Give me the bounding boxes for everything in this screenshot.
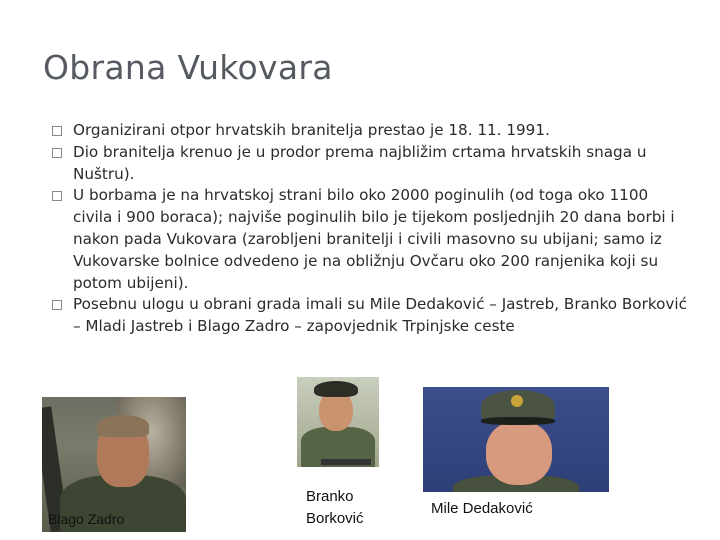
photo-stamp — [321, 459, 371, 465]
bullet-item — [52, 294, 692, 338]
photo-mile-dedakovic — [423, 387, 609, 492]
caption-blago-zadro: Blago Zadro — [48, 511, 125, 527]
bullet-text: U borbama je na hrvatskoj strani bilo oko 2000 poginulih (od toga oko 1100 civila i 900 boraca); najviše poginulih bilo je tijekom posljednjih 20 dana borbi i nakon pada Vukovara (zarobljeni branitelji i civili masovno su ubijani; samo iz Vukovarske bolnice odvedeno je na obližnju Ovčaru oko 200 ranjenika koji su potom ubijeni). — [73, 186, 675, 292]
slide-title: Obrana Vukovara — [43, 48, 333, 87]
bullet-text: Posebnu ulogu u obrani grada imali su Mile Dedaković – Jastreb, Branko Borković – Mladi Jastreb i Blago Zadro – zapovjednik Trpinjske ceste — [73, 295, 687, 336]
hair-shape — [97, 415, 149, 437]
cap-badge-icon — [511, 395, 523, 407]
photo-branko-borkovic — [297, 377, 379, 467]
beret-shape — [314, 381, 358, 397]
bullet-item — [52, 185, 692, 294]
bullet-text: Organizirani otpor hrvatskih branitelja prestao je 18. 11. 1991. — [73, 121, 550, 139]
bullet-item — [52, 142, 692, 186]
bullet-item — [52, 120, 692, 142]
bullet-text: Dio branitelja krenuo je u prodor prema najbližim crtama hrvatskih snaga u Nuštru). — [73, 142, 647, 183]
face-shape — [319, 391, 353, 431]
face-shape — [486, 421, 552, 485]
cap-visor-shape — [481, 417, 555, 425]
caption-mile-dedakovic: Mile Dedaković — [431, 500, 533, 517]
caption-line: Branko — [306, 488, 354, 505]
square-bullet-icon — [52, 148, 62, 158]
bullet-list — [52, 120, 692, 338]
caption-branko-borkovic — [306, 486, 364, 530]
caption-line: Borković — [306, 510, 364, 527]
square-bullet-icon — [52, 300, 62, 310]
square-bullet-icon — [52, 191, 62, 201]
square-bullet-icon — [52, 126, 62, 136]
